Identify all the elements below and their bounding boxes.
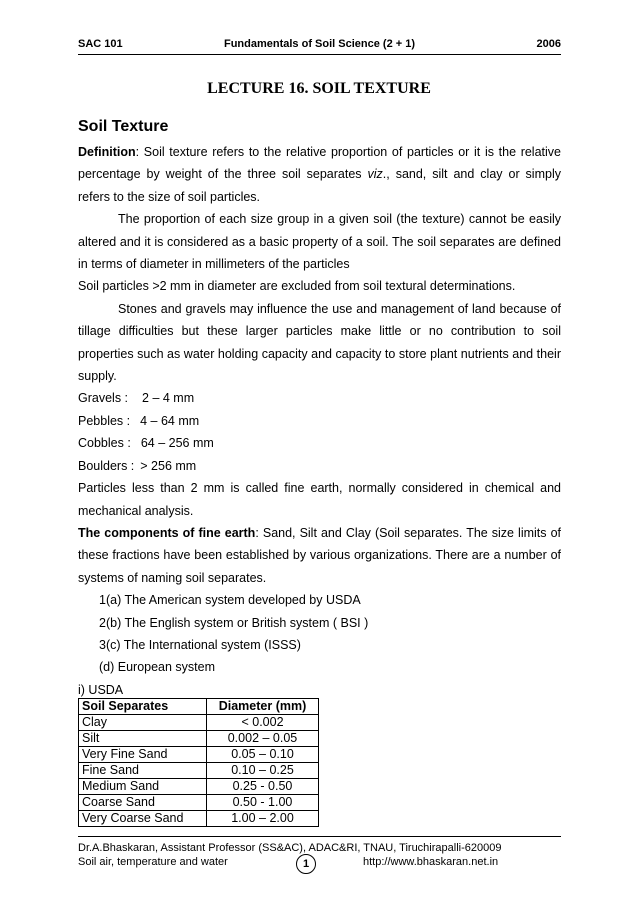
table-cell: 0.002 – 0.05 [207, 731, 319, 747]
table-cell: 1.00 – 2.00 [207, 811, 319, 827]
lecture-title: LECTURE 16. SOIL TEXTURE [207, 80, 431, 97]
table-row [79, 779, 319, 795]
table-cell: 0.50 - 1.00 [207, 795, 319, 811]
footer-row [78, 855, 561, 870]
table-cell: Medium Sand [79, 779, 207, 795]
table-cell: 0.10 – 0.25 [207, 763, 319, 779]
table-cell: 0.05 – 0.10 [207, 747, 319, 763]
table-header-row [79, 699, 319, 715]
components-paragraph [78, 522, 561, 589]
table-cell: Coarse Sand [79, 795, 207, 811]
system-item: 3(c) The International system (ISSS) [99, 637, 301, 652]
stones-paragraph: Stones and gravels may influence the use and management of land because of tillage difficulties but these larger particles make little or no contribution to soil properties such as water holding capacity and capacity to store plant nutrients and their supply. [78, 301, 561, 384]
column-header: Diameter (mm) [207, 699, 319, 715]
table-row [79, 731, 319, 747]
size-class-gravels: Gravels : 2 – 4 mm [78, 391, 195, 406]
system-item: (d) European system [99, 660, 216, 675]
usda-soil-separates-table [78, 698, 319, 827]
page-header [78, 38, 561, 55]
footer-topic: Soil air, temperature and water [78, 856, 228, 868]
course-subject: Fundamentals of Soil Science (2 + 1) [223, 38, 416, 50]
table-cell: Silt [79, 731, 207, 747]
footer-website: http://www.bhaskaran.net.in [363, 856, 499, 868]
table-cell: Very Fine Sand [79, 747, 207, 763]
table-row [79, 763, 319, 779]
course-year: 2006 [536, 38, 561, 50]
section-title: Soil Texture [78, 118, 169, 135]
size-class-cobbles: Cobbles : 64 – 256 mm [78, 436, 214, 451]
definition-paragraph [78, 141, 561, 208]
document-body [78, 141, 561, 701]
definition-text-1: : Soil texture refers to the relative proportion of particles or it is the relative percentage by weight of the three soil separates [78, 145, 561, 182]
table-row [79, 795, 319, 811]
components-label: The components of fine earth [78, 525, 256, 540]
usda-heading: i) USDA [78, 682, 124, 697]
components-text: : Sand, Silt and Clay (Soil separates. The size limits of these fractions have been established by various organizations. There are a number of systems of naming soil separates. [78, 525, 562, 585]
table-row [79, 715, 319, 731]
footer-author: Dr.A.Bhaskaran, Assistant Professor (SS&AC), ADAC&RI, TNAU, Tiruchirapalli-620009 [78, 842, 502, 854]
system-item: 2(b) The English system or British system ( BSI ) [99, 615, 369, 630]
table-row [79, 811, 319, 827]
definition-label: Definition [78, 145, 136, 159]
page-number: 1 [296, 854, 316, 874]
system-item: 1(a) The American system developed by USDA [99, 593, 361, 608]
fine-earth-paragraph: Particles less than 2 mm is called fine earth, normally considered in chemical and mechanical analysis. [78, 481, 561, 518]
definition-viz: viz [367, 167, 383, 182]
proportion-paragraph: The proportion of each size group in a given soil (the texture) cannot be easily altered and it is considered as a basic property of a soil. The soil separates are defined in terms of diameter in millimeters of the particles [78, 212, 561, 272]
excluded-paragraph: Soil particles >2 mm in diameter are excluded from soil textural determinations. [78, 279, 516, 294]
column-header: Soil Separates [79, 699, 207, 715]
table-cell: Very Coarse Sand [79, 811, 207, 827]
course-code: SAC 101 [78, 38, 123, 50]
table-cell: Fine Sand [79, 763, 207, 779]
definition-text-2: ., sand, silt and clay or simply refers to the size of soil particles. [78, 167, 561, 204]
table-cell: 0.25 - 0.50 [207, 779, 319, 795]
page-footer [78, 836, 561, 870]
size-class-pebbles: Pebbles : 4 – 64 mm [78, 413, 200, 428]
table-cell: < 0.002 [207, 715, 319, 731]
size-class-boulders: Boulders : > 256 mm [78, 458, 197, 473]
table-row [79, 747, 319, 763]
table-cell: Clay [79, 715, 207, 731]
